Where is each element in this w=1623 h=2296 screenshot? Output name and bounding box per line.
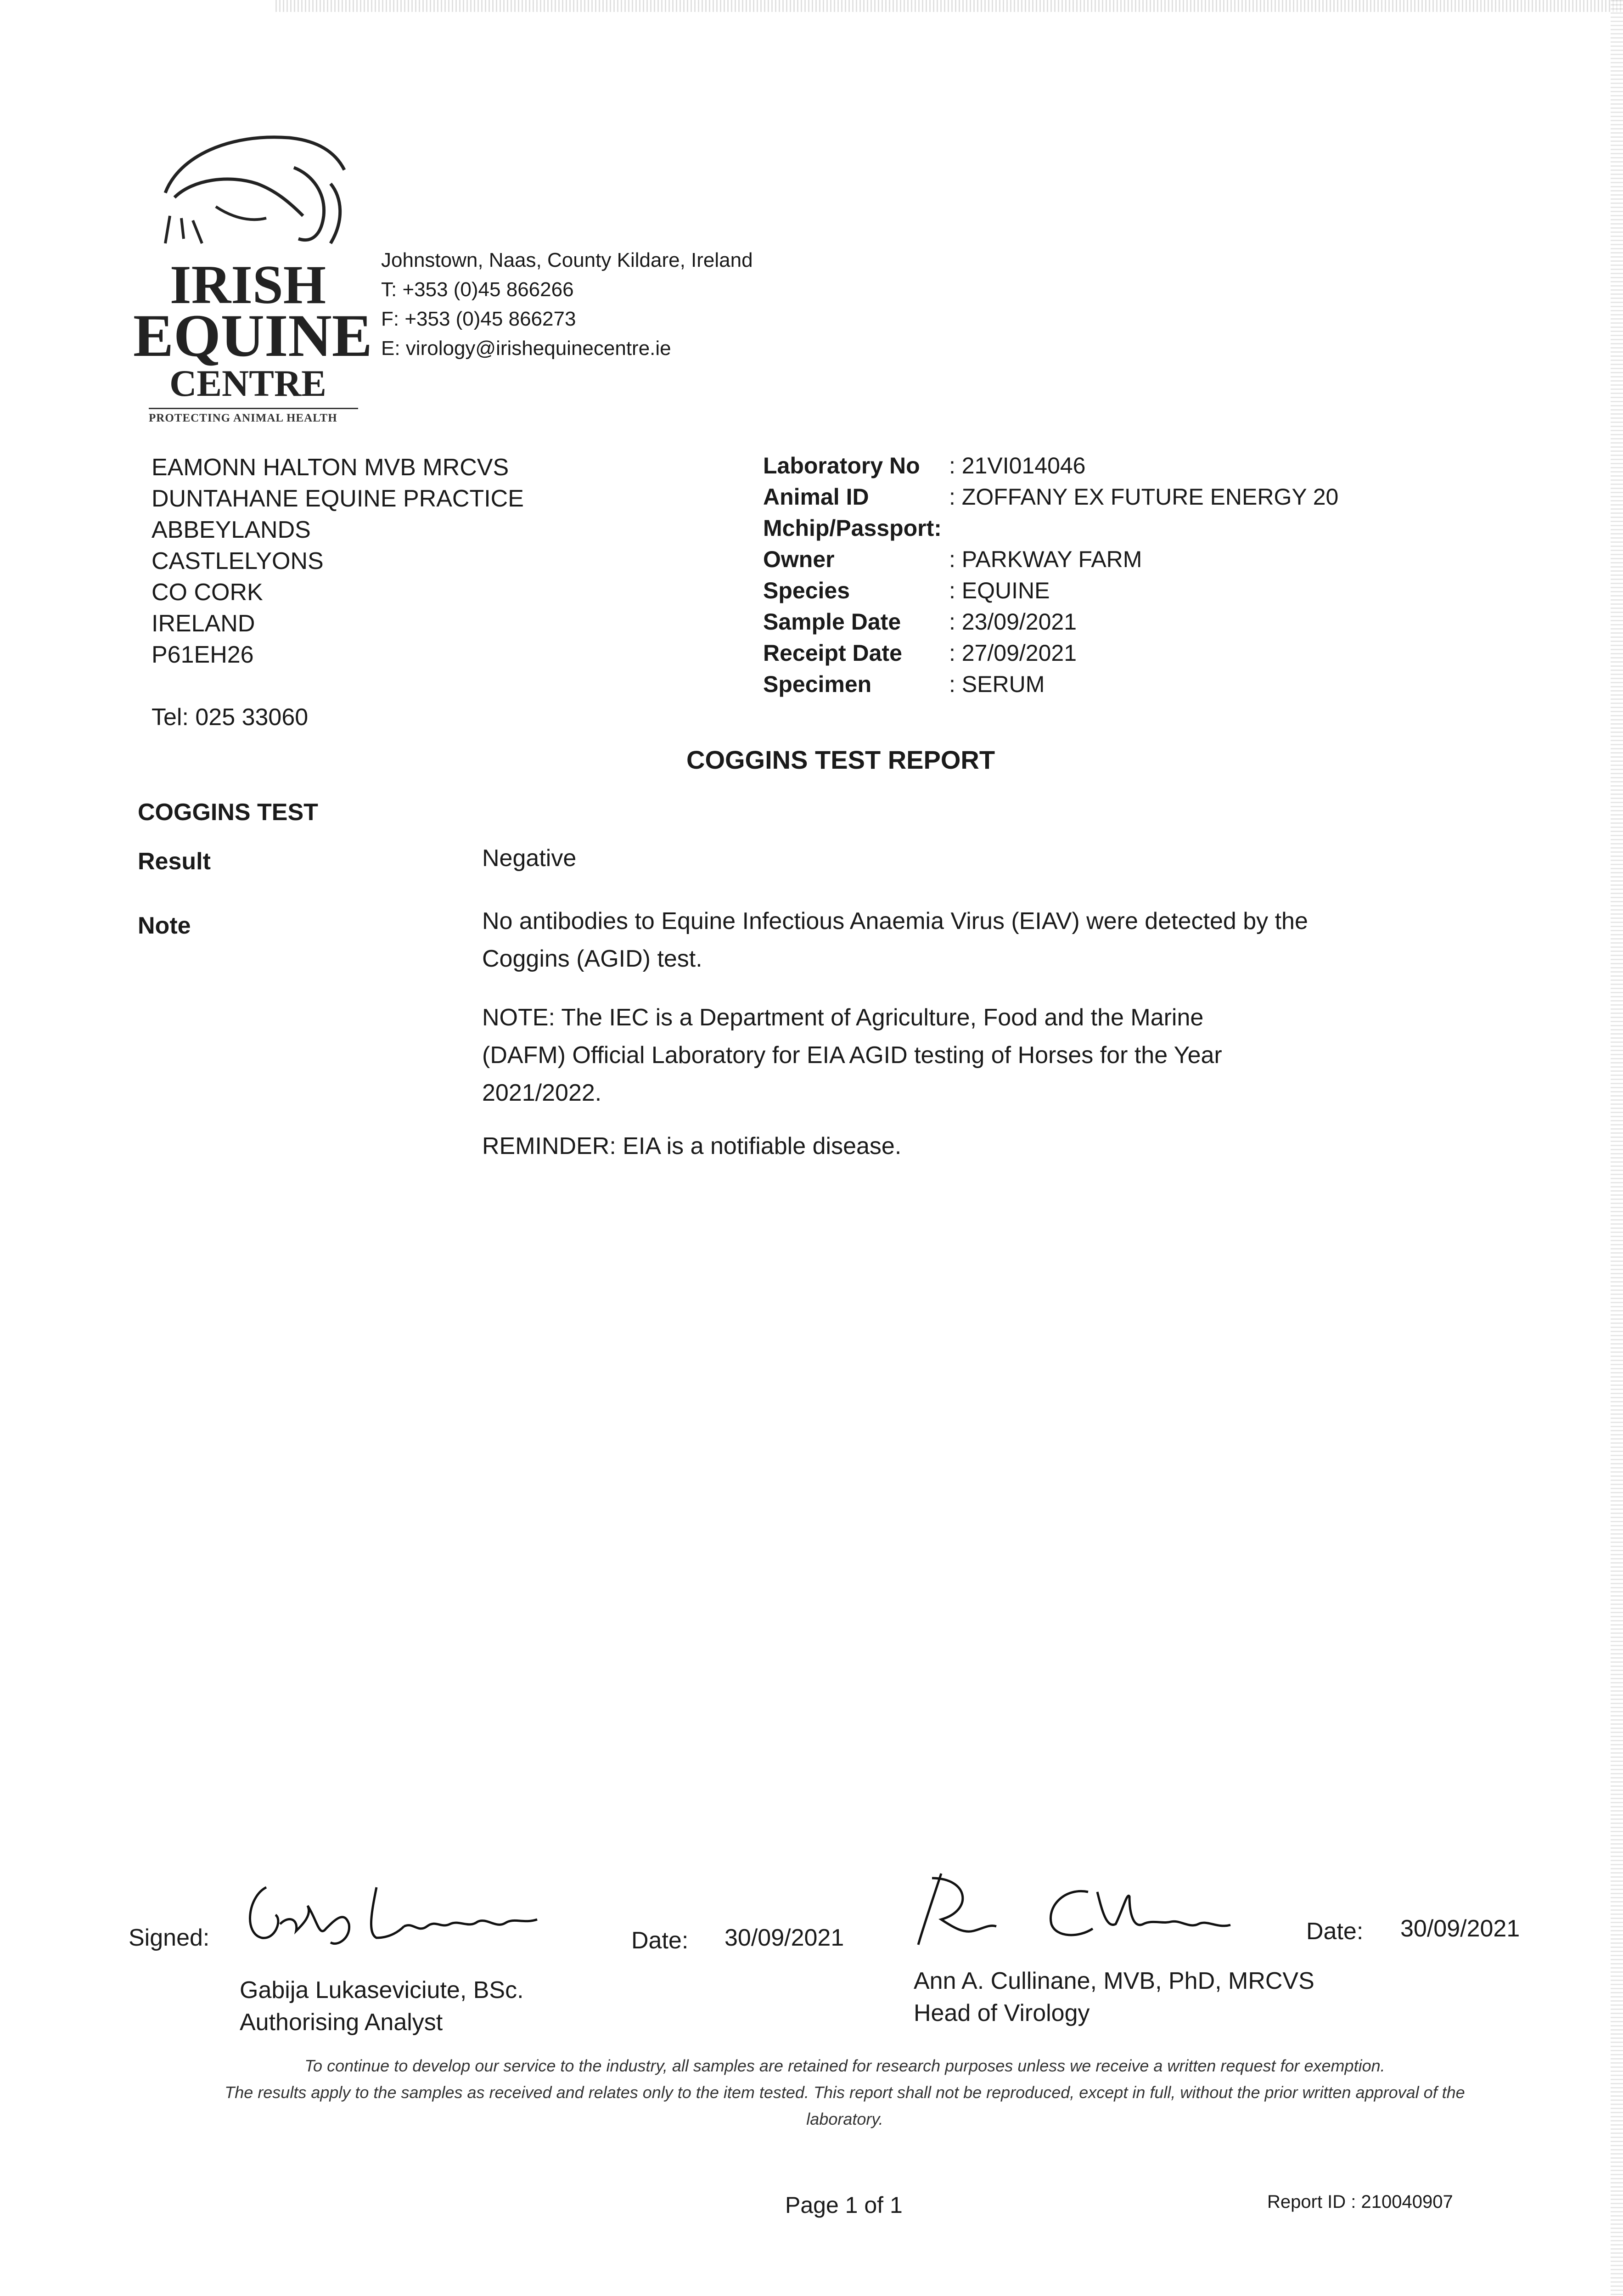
- field-label: Receipt Date: [763, 640, 902, 666]
- right-signer-name: Ann A. Cullinane, MVB, PhD, MRCVS: [914, 1968, 1314, 1994]
- left-signature-script: [239, 1869, 551, 1952]
- logo-tagline: PROTECTING ANIMAL HEALTH: [149, 408, 358, 425]
- org-phone: T: +353 (0)45 866266: [381, 278, 574, 301]
- result-label: Result: [138, 848, 211, 875]
- right-signature: [914, 1864, 1235, 1954]
- left-date-label: Date:: [631, 1927, 689, 1954]
- logo-word-irish: IRISH: [169, 254, 326, 315]
- right-signature-script: [914, 1864, 1235, 1952]
- field-label: Laboratory No: [763, 453, 920, 478]
- recipient-line: IRELAND: [152, 610, 255, 637]
- recipient-line: EAMONN HALTON MVB MRCVS: [152, 454, 509, 481]
- sample-row-species: [763, 575, 1338, 606]
- field-label: Owner: [763, 546, 835, 572]
- field-label: Specimen: [763, 671, 872, 697]
- field-value: : PARKWAY FARM: [949, 546, 1142, 572]
- recipient-tel: Tel: 025 33060: [152, 704, 309, 731]
- sample-row-specimen: [763, 669, 1338, 700]
- report-id: Report ID : 210040907: [1267, 2192, 1453, 2212]
- field-label: Animal ID: [763, 484, 869, 510]
- field-value: : ZOFFANY EX FUTURE ENERGY 20: [949, 484, 1339, 510]
- scan-edge-right: [1611, 0, 1623, 2296]
- field-label: Sample Date: [763, 609, 901, 635]
- note-paragraph-2: NOTE: The IEC is a Department of Agriculture, Food and the Marine (DAFM) Official Laboratory for EIA AGID testing of Horses for the Year 2021/2022.: [482, 1004, 1222, 1106]
- org-email: E: virology@irishequinecentre.ie: [381, 337, 671, 360]
- sample-row-lab-no: [763, 450, 1338, 481]
- note-paragraph-1: No antibodies to Equine Infectious Anaemia Virus (EIAV) were detected by the Coggins (AGID) test.: [482, 908, 1308, 972]
- recipient-line: DUNTAHANE EQUINE PRACTICE: [152, 485, 524, 512]
- section-heading: COGGINS TEST: [138, 799, 318, 826]
- recipient-line: P61EH26: [152, 642, 254, 668]
- sample-row-mchip: [763, 512, 1338, 544]
- right-date: 30/09/2021: [1400, 1915, 1520, 1942]
- sample-details: [763, 450, 1338, 700]
- signed-label: Signed:: [129, 1925, 210, 1951]
- logo-word-equine: EQUINE: [133, 302, 372, 369]
- org-fax: F: +353 (0)45 866273: [381, 308, 576, 330]
- org-address: Johnstown, Naas, County Kildare, Ireland: [381, 249, 753, 271]
- field-value: : 27/09/2021: [949, 640, 1077, 666]
- right-signer-role: Head of Virology: [914, 2000, 1090, 2026]
- sample-row-sample-date: [763, 606, 1338, 637]
- org-contact-block: [381, 246, 753, 363]
- sample-row-receipt-date: [763, 637, 1338, 669]
- recipient-line: ABBEYLANDS: [152, 517, 311, 543]
- right-date-label: Date:: [1306, 1918, 1364, 1945]
- horse-logo-icon: [138, 124, 367, 262]
- left-signer-role: Authorising Analyst: [240, 2009, 443, 2036]
- field-label: Mchip/Passport:: [763, 515, 942, 541]
- recipient-address-block: [152, 452, 524, 733]
- field-value: : 23/09/2021: [949, 609, 1077, 635]
- field-label: Species: [763, 578, 850, 603]
- page-number: Page 1 of 1: [785, 2192, 903, 2218]
- left-signer-name: Gabija Lukaseviciute, BSc.: [240, 1977, 524, 2003]
- note-paragraph-3: REMINDER: EIA is a notifiable disease.: [482, 1133, 902, 1159]
- recipient-line: CASTLELYONS: [152, 548, 324, 574]
- result-value: Negative: [482, 845, 577, 872]
- sample-row-animal-id: [763, 481, 1338, 512]
- sample-row-owner: [763, 544, 1338, 575]
- scan-edge-top: [275, 0, 1623, 12]
- field-value: : SERUM: [949, 671, 1045, 697]
- field-value: : 21VI014046: [949, 453, 1086, 478]
- irish-equine-centre-logo: [133, 124, 372, 427]
- left-date: 30/09/2021: [724, 1925, 844, 1951]
- left-signature: [239, 1869, 551, 1954]
- report-title: COGGINS TEST REPORT: [686, 745, 995, 774]
- disclaimer-line-1: To continue to develop our service to the industry, all samples are retained for research purposes unless we receive a written request for exemption.: [304, 2056, 1385, 2075]
- field-value: : EQUINE: [949, 578, 1050, 603]
- logo-word-centre: CENTRE: [169, 362, 326, 404]
- footer-disclaimer: [220, 2053, 1469, 2133]
- recipient-line: CO CORK: [152, 579, 263, 606]
- note-label: Note: [138, 912, 191, 939]
- disclaimer-line-2: The results apply to the samples as received and relates only to the item tested. This report shall not be reproduced, except in full, without the prior written approval of the laboratory.: [225, 2083, 1465, 2128]
